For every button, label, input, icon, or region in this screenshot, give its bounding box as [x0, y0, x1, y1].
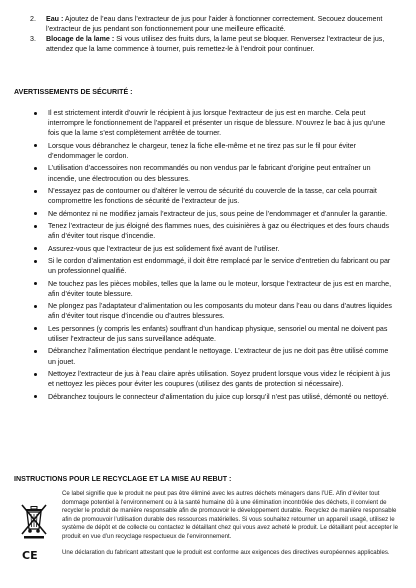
warning-item: Ne plongez pas l’adaptateur d’alimentation ou les composants du moteur dans l’eau ou dans d’autres liquides afin d’éviter tout risque d’incendie ou d’autres blessures. — [32, 301, 392, 321]
step-label: Blocage de la lame : — [46, 35, 115, 43]
warning-item: Ne touchez pas les pièces mobiles, telles que la lame ou le moteur, lorsque l’extracteur de jus est en marche, afin d’éviter toute blessure. — [32, 279, 392, 299]
warning-item: Tenez l’extracteur de jus éloigné des flammes nues, des cuisinières à gaz ou électriques et des fours chauds afin d’éviter tout risque d’incendie. — [32, 221, 392, 241]
warning-item: Assurez-vous que l’extracteur de jus est solidement fixé avant de l’utiliser. — [32, 244, 392, 254]
step-item — [30, 34, 390, 54]
recycling-paragraph: Ce label signifie que le produit ne peut pas être éliminé avec les autres déchets ménagers dans l’UE. Afin d’éviter tout dommage potentiel à l’environnement ou à la santé humaine dû à une élimination incontrôlée des déchets, il convient de recycler le produit de manière responsable afin de promouvoir le développement durable. Recyclez de manière responsable afin de promouvoir l’utilisation durable des ressources matérielles. Si vous souhaitez retourner un appareil usagé, utilisez le système de dépôt et de collecte ou contactez le détaillant chez qui vous avez acheté le produit. Le détaillant peut accepter le produit en vue d’un recyclage respectueux de l’environnement. — [62, 490, 399, 540]
warning-item: L’utilisation d’accessoires non recommandés ou non vendus par le fabricant d’origine peut entraîner un incendie, une électrocution ou des blessures. — [32, 163, 392, 183]
warning-item: Si le cordon d’alimentation est endommagé, il doit être remplacé par le service d’entretien du fabricant ou par un professionnel qualifié. — [32, 256, 392, 276]
warning-item: Lorsque vous débranchez le chargeur, tenez la fiche elle-même et ne tirez pas sur le fil pour éviter d’endommager le cordon. — [32, 141, 392, 161]
recycling-heading: INSTRUCTIONS POUR LE RECYCLAGE ET LA MISE AU REBUT : — [14, 475, 232, 483]
crossed-out-wheelie-bin-icon — [20, 503, 48, 539]
step-text: Si vous utilisez des fruits durs, la lame peut se bloquer. Renversez l’extracteur de jus, attendez que la lame commence à tourner, puis remettez-le à l’endroit pour continuer. — [46, 35, 385, 53]
warning-item: Nettoyez l’extracteur de jus à l’eau claire après utilisation. Soyez prudent lorsque vous videz le récipient à jus et nettoyez les pièces pour éviter les coupures (utilisez des gants de protection si nécessaire). — [32, 369, 392, 389]
ce-mark-icon: CE — [22, 549, 38, 562]
step-item — [30, 14, 390, 34]
warning-item: Il est strictement interdit d’ouvrir le récipient à jus lorsque l’extracteur de jus est en marche. Cela peut interrompre le fonctionnement de l’appareil et présenter un risque de blessure. N’ouvrez le bac à jus qu’une fois que la lame s’est complètement arrêtée de tourner. — [32, 108, 392, 139]
warning-item: Ne démontez ni ne modifiez jamais l’extracteur de jus, sous peine de l’endommager et d’annuler la garantie. — [32, 209, 392, 219]
warning-item: Débranchez l’alimentation électrique pendant le nettoyage. L’extracteur de jus ne doit pas être utilisé comme un jouet. — [32, 346, 392, 366]
warning-item: Débranchez toujours le connecteur d’alimentation du juice cup lorsqu’il n’est pas utilisé, démonté ou nettoyé. — [32, 392, 392, 402]
declaration-paragraph: Une déclaration du fabricant attestant que le produit est conforme aux exigences des directives européennes applicables. — [62, 549, 390, 556]
step-number: 3. — [30, 35, 36, 43]
warning-item: Les personnes (y compris les enfants) souffrant d’un handicap physique, sensoriel ou mental ne doivent pas utiliser l’extracteur de jus sans surveillance adéquate. — [32, 324, 392, 344]
warning-item: N’essayez pas de contourner ou d’altérer le verrou de sécurité du couvercle de la tasse, car cela pourrait compromettre les fonctions de sécurité de l’extracteur de jus. — [32, 186, 392, 206]
step-text: Ajoutez de l’eau dans l’extracteur de jus pour l’aider à fonctionner correctement. Secouez doucement l’extracteur de jus pendant son fonctionnement pour une meilleure efficacité. — [46, 15, 383, 33]
step-label: Eau : — [46, 15, 64, 23]
safety-warnings-heading: AVERTISSEMENTS DE SÉCURITÉ : — [14, 88, 133, 96]
step-number: 2. — [30, 15, 36, 23]
numbered-steps — [30, 14, 390, 54]
safety-warnings-list — [32, 108, 392, 404]
